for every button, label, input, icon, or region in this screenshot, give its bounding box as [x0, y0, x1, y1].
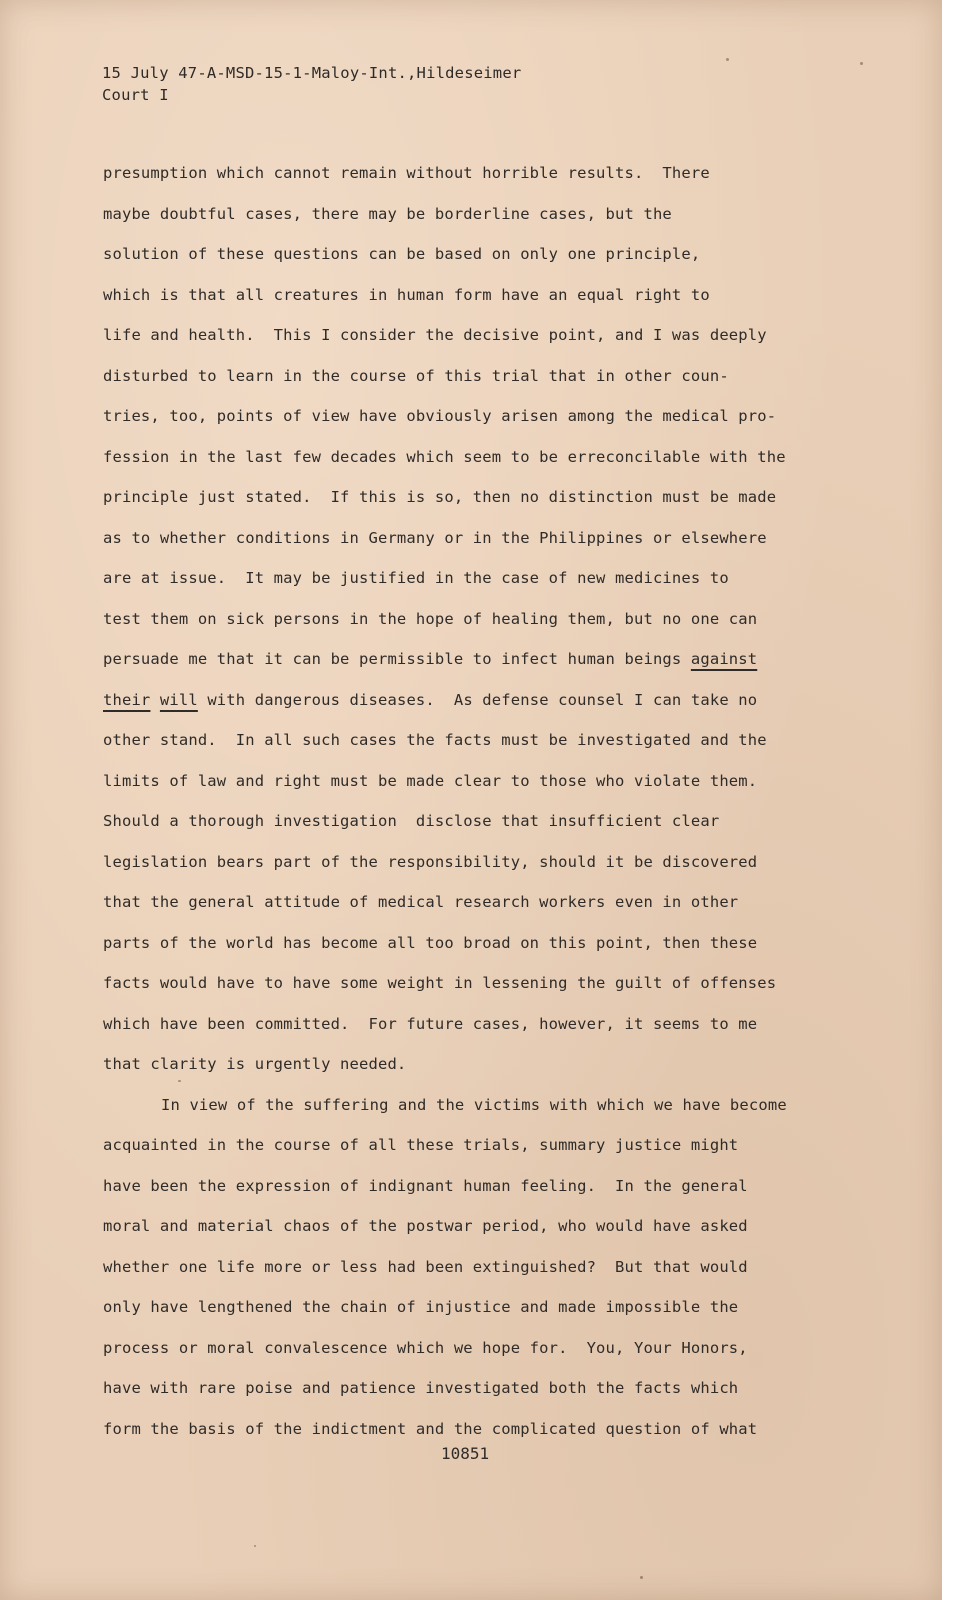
text-line: principle just stated. If this is so, then no distinction must be made [103, 488, 777, 506]
text-line: which is that all creatures in human form have an equal right to [103, 285, 710, 304]
text-line: solution of these questions can be based on only one principle, [103, 245, 701, 263]
scan-margin [942, 0, 961, 1600]
text-line: form the basis of the indictment and the complicated question of what [103, 1419, 758, 1438]
text-line: Should a thorough investigation disclose that insufficient clear [103, 812, 720, 830]
text-line: only have lengthened the chain of injustice and made impossible the [103, 1298, 739, 1316]
text-line: maybe doubtful cases, there may be borderline cases, but the [103, 204, 672, 223]
header-line-1: 15 July 47-A-MSD-15-1-Maloy-Int.,Hildeseimer [102, 64, 522, 82]
paper-speck [640, 1576, 643, 1579]
text-line: that the general attitude of medical research workers even in other [103, 893, 739, 911]
text-line: which have been committed. For future cases, however, it seems to me [103, 1014, 758, 1033]
underlined-word: will [159, 690, 198, 709]
text-line: tries, too, points of view have obviously arisen among the medical pro- [103, 407, 777, 425]
text-segment: with dangerous diseases. As defense counsel I can take no [197, 690, 758, 709]
text-line: process or moral convalescence which we hope for. You, Your Honors, [103, 1338, 748, 1357]
paper-speck [860, 62, 863, 65]
text-line: that clarity is urgently needed. [103, 1055, 407, 1073]
page-number: 10851 [441, 1444, 490, 1463]
text-line: whether one life more or less had been extinguished? But that would [103, 1257, 748, 1276]
text-line: test them on sick persons in the hope of healing them, but no one can [103, 609, 758, 628]
text-line: other stand. In all such cases the facts must be investigated and the [103, 731, 767, 749]
text-line: limits of law and right must be made clear to those who violate them. [103, 771, 758, 790]
paragraph-start-line: In view of the suffering and the victims with which we have become [161, 1095, 787, 1114]
document-header [102, 62, 521, 106]
paper-speck [178, 1080, 181, 1082]
text-line: facts would have to have some weight in lessening the guilt of offenses [103, 974, 777, 992]
text-line: presumption which cannot remain without horrible results. There [103, 164, 710, 182]
text-line: life and health. This I consider the decisive point, and I was deeply [103, 326, 767, 344]
text-line: parts of the world has become all too broad on this point, then these [103, 933, 758, 952]
text-line: acquainted in the course of all these trials, summary justice might [103, 1136, 739, 1154]
text-line: fession in the last few decades which seem to be erreconcilable with the [103, 447, 786, 466]
text-line: disturbed to learn in the course of this trial that in other coun- [103, 366, 729, 385]
text-line: have with rare poise and patience investigated both the facts which [103, 1379, 739, 1397]
text-segment: persuade me that it can be permissible to infect human beings [103, 650, 691, 668]
text-line: as to whether conditions in Germany or in the Philippines or elsewhere [103, 528, 767, 547]
paper-speck [254, 1545, 256, 1547]
paper-speck [726, 58, 729, 61]
text-line: legislation bears part of the responsibility, should it be discovered [103, 852, 758, 871]
text-line: have been the expression of indignant human feeling. In the general [103, 1176, 748, 1195]
text-line [103, 644, 863, 685]
text-line: are at issue. It may be justified in the case of new medicines to [103, 569, 729, 587]
body-text [103, 158, 863, 1454]
underlined-word: against [690, 650, 758, 668]
text-line [103, 685, 863, 726]
underlined-word: their [103, 690, 151, 709]
header-line-2: Court I [102, 86, 169, 104]
text-line: moral and material chaos of the postwar period, who would have asked [103, 1217, 748, 1235]
